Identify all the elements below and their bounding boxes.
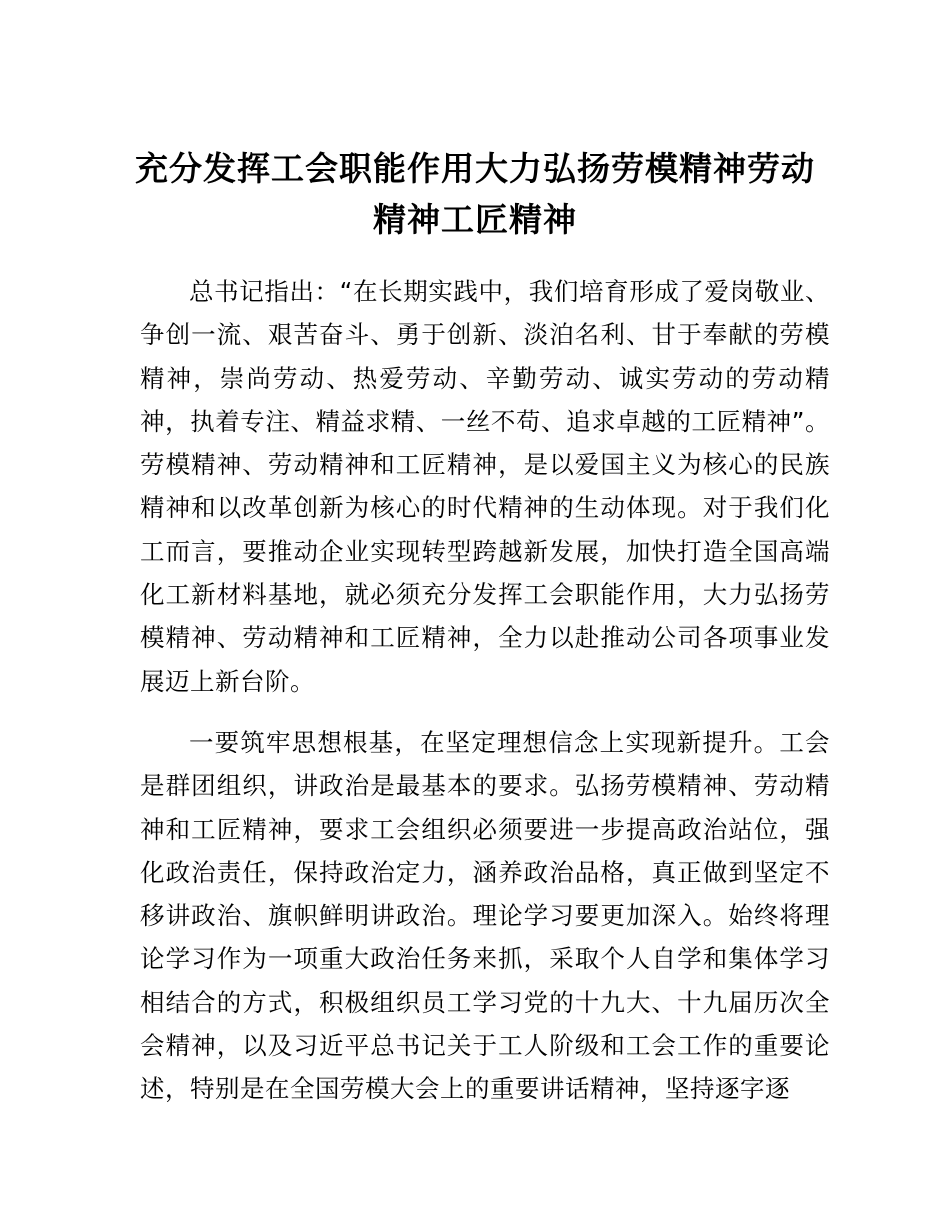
paragraph-1: 总书记指出：“在长期实践中，我们培育形成了爱岗敬业、争创一流、艰苦奋斗、勇于创新、淡泊名利、甘于奉献的劳模精神，崇尚劳动、热爱劳动、辛勤劳动、诚实劳动的劳动精神，执着专注、精益求精、一丝不苟、追求卓越的工匠精神”。劳模精神、劳动精神和工匠精神，是以爱国主义为核心的民族精神和以改革创新为核心的时代精神的生动体现。对于我们化工而言，要推动企业实现转型跨越新发展，加快打造全国高端化工新材料基地，就必须充分发挥工会职能作用，大力弘扬劳模精神、劳动精神和工匠精神，全力以赴推动公司各项事业发展迈上新台阶。 (140, 277, 830, 696)
paragraph-2: 一要筑牢思想根基，在坚定理想信念上实现新提升。工会是群团组织，讲政治是最基本的要求。弘扬劳模精神、劳动精神和工匠精神，要求工会组织必须要进一步提高政治站位，强化政治责任，保持政治定力，涵养政治品格，真正做到坚定不移讲政治、旗帜鲜明讲政治。理论学习要更加深入。始终将理论学习作为一项重大政治任务来抓，采取个人自学和集体学习相结合的方式，积极组织员工学习党的十九大、十九届历次全会精神，以及习近平总书记关于工人阶级和工会工作的重要论述，特别是在全国劳模大会上的重要讲话精神，坚持逐字逐 (140, 728, 830, 1104)
document-title: 充分发挥工会职能作用大力弘扬劳模精神劳动精神工匠精神 (135, 149, 815, 239)
